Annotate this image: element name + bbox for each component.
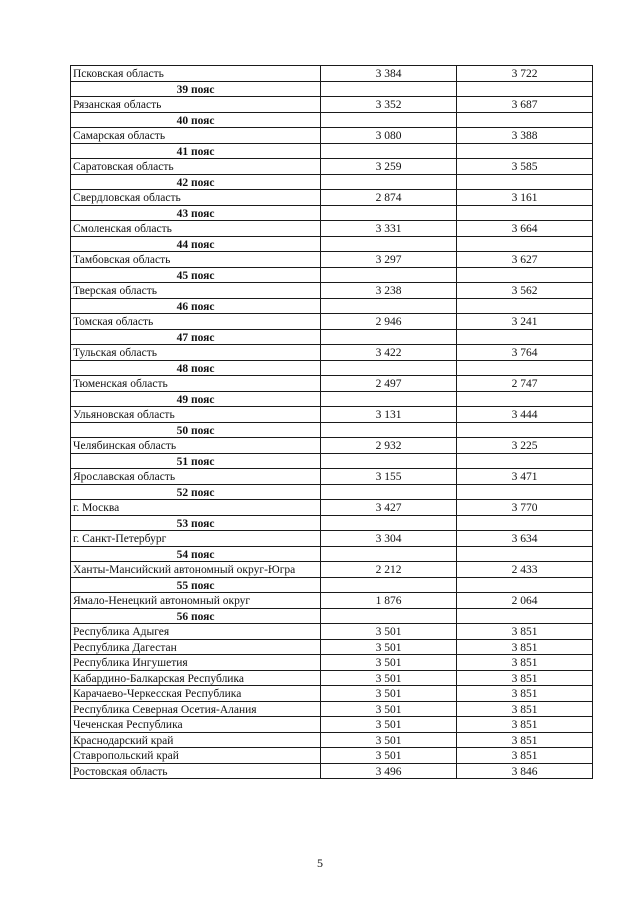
zone-header-row (71, 112, 593, 128)
zone-header-row (71, 267, 593, 283)
value-cell-2: 2 433 (457, 562, 593, 578)
empty-cell (321, 360, 457, 376)
empty-cell (321, 267, 457, 283)
value-cell-2: 3 851 (457, 732, 593, 748)
region-name: г. Санкт-Петербург (71, 531, 321, 547)
value-cell-1: 3 501 (321, 732, 457, 748)
empty-cell (457, 515, 593, 531)
value-cell-1: 2 497 (321, 376, 457, 392)
zone-header-row (71, 484, 593, 500)
table-body (71, 66, 593, 779)
region-row (71, 670, 593, 686)
region-row (71, 562, 593, 578)
zone-header-row (71, 143, 593, 159)
zone-label: 48 пояс (71, 360, 321, 376)
value-cell-1: 3 352 (321, 97, 457, 113)
region-name: Ярославская область (71, 469, 321, 485)
value-cell-2: 3 562 (457, 283, 593, 299)
empty-cell (321, 515, 457, 531)
value-cell-1: 3 427 (321, 500, 457, 516)
region-row (71, 128, 593, 144)
empty-cell (321, 236, 457, 252)
empty-cell (321, 329, 457, 345)
region-name: Карачаево-Черкесская Республика (71, 686, 321, 702)
page-number: 5 (317, 856, 323, 870)
value-cell-1: 3 155 (321, 469, 457, 485)
region-row (71, 376, 593, 392)
empty-cell (321, 484, 457, 500)
empty-cell (457, 205, 593, 221)
zone-header-row (71, 577, 593, 593)
region-row (71, 686, 593, 702)
region-name: Томская область (71, 314, 321, 330)
region-row (71, 407, 593, 423)
zone-label: 52 пояс (71, 484, 321, 500)
region-name: Республика Северная Осетия-Алания (71, 701, 321, 717)
region-row (71, 639, 593, 655)
region-name: Челябинская область (71, 438, 321, 454)
region-row (71, 701, 593, 717)
zone-label: 49 пояс (71, 391, 321, 407)
zone-label: 42 пояс (71, 174, 321, 190)
zone-header-row (71, 329, 593, 345)
region-name: Ставропольский край (71, 748, 321, 764)
value-cell-1: 3 496 (321, 763, 457, 779)
empty-cell (457, 453, 593, 469)
zone-label: 51 пояс (71, 453, 321, 469)
region-name: Псковская область (71, 66, 321, 82)
zone-header-row (71, 236, 593, 252)
region-name: Ханты-Мансийский автономный округ-Югра (71, 562, 321, 578)
value-cell-2: 3 388 (457, 128, 593, 144)
value-cell-1: 3 304 (321, 531, 457, 547)
region-name: Смоленская область (71, 221, 321, 237)
value-cell-2: 3 851 (457, 639, 593, 655)
value-cell-2: 3 851 (457, 624, 593, 640)
zone-label: 56 пояс (71, 608, 321, 624)
zone-label: 46 пояс (71, 298, 321, 314)
zone-label: 47 пояс (71, 329, 321, 345)
region-name: Саратовская область (71, 159, 321, 175)
zone-label: 45 пояс (71, 267, 321, 283)
value-cell-1: 3 501 (321, 624, 457, 640)
value-cell-1: 2 932 (321, 438, 457, 454)
empty-cell (321, 422, 457, 438)
empty-cell (457, 608, 593, 624)
empty-cell (457, 174, 593, 190)
zone-label: 41 пояс (71, 143, 321, 159)
region-cost-table (70, 65, 593, 779)
zone-header-row (71, 391, 593, 407)
region-row (71, 438, 593, 454)
empty-cell (321, 81, 457, 97)
value-cell-2: 3 687 (457, 97, 593, 113)
region-row (71, 66, 593, 82)
value-cell-1: 2 212 (321, 562, 457, 578)
region-row (71, 221, 593, 237)
region-name: Ямало-Ненецкий автономный округ (71, 593, 321, 609)
zone-label: 39 пояс (71, 81, 321, 97)
value-cell-1: 3 238 (321, 283, 457, 299)
region-name: Республика Адыгея (71, 624, 321, 640)
value-cell-1: 3 501 (321, 701, 457, 717)
value-cell-1: 3 384 (321, 66, 457, 82)
region-name: Ульяновская область (71, 407, 321, 423)
zone-header-row (71, 174, 593, 190)
region-name: Краснодарский край (71, 732, 321, 748)
value-cell-2: 3 241 (457, 314, 593, 330)
value-cell-1: 1 876 (321, 593, 457, 609)
empty-cell (457, 360, 593, 376)
region-row (71, 748, 593, 764)
region-name: Республика Дагестан (71, 639, 321, 655)
value-cell-2: 3 851 (457, 717, 593, 733)
empty-cell (457, 577, 593, 593)
value-cell-1: 3 297 (321, 252, 457, 268)
empty-cell (321, 391, 457, 407)
empty-cell (457, 143, 593, 159)
value-cell-1: 3 501 (321, 686, 457, 702)
region-name: Республика Ингушетия (71, 655, 321, 671)
zone-header-row (71, 608, 593, 624)
value-cell-2: 3 664 (457, 221, 593, 237)
value-cell-2: 3 225 (457, 438, 593, 454)
value-cell-2: 2 064 (457, 593, 593, 609)
region-name: Тамбовская область (71, 252, 321, 268)
value-cell-1: 3 501 (321, 717, 457, 733)
zone-header-row (71, 422, 593, 438)
value-cell-1: 2 874 (321, 190, 457, 206)
value-cell-2: 2 747 (457, 376, 593, 392)
region-name: Тверская область (71, 283, 321, 299)
empty-cell (321, 577, 457, 593)
zone-label: 54 пояс (71, 546, 321, 562)
region-name: Кабардино-Балкарская Республика (71, 670, 321, 686)
empty-cell (457, 81, 593, 97)
value-cell-2: 3 161 (457, 190, 593, 206)
empty-cell (321, 205, 457, 221)
region-row (71, 763, 593, 779)
value-cell-2: 3 846 (457, 763, 593, 779)
region-row (71, 717, 593, 733)
value-cell-2: 3 851 (457, 748, 593, 764)
value-cell-1: 3 501 (321, 670, 457, 686)
empty-cell (457, 391, 593, 407)
value-cell-2: 3 764 (457, 345, 593, 361)
region-row (71, 314, 593, 330)
value-cell-1: 3 501 (321, 639, 457, 655)
zone-header-row (71, 81, 593, 97)
region-name: Ростовская область (71, 763, 321, 779)
region-row (71, 500, 593, 516)
value-cell-1: 2 946 (321, 314, 457, 330)
zone-header-row (71, 205, 593, 221)
value-cell-2: 3 444 (457, 407, 593, 423)
empty-cell (457, 422, 593, 438)
empty-cell (321, 298, 457, 314)
region-row (71, 593, 593, 609)
region-row (71, 531, 593, 547)
value-cell-2: 3 851 (457, 686, 593, 702)
zone-label: 40 пояс (71, 112, 321, 128)
empty-cell (457, 298, 593, 314)
empty-cell (321, 143, 457, 159)
region-name: Рязанская область (71, 97, 321, 113)
region-name: Тульская область (71, 345, 321, 361)
value-cell-2: 3 851 (457, 655, 593, 671)
region-row (71, 345, 593, 361)
value-cell-2: 3 722 (457, 66, 593, 82)
empty-cell (321, 608, 457, 624)
value-cell-2: 3 627 (457, 252, 593, 268)
empty-cell (457, 112, 593, 128)
value-cell-1: 3 422 (321, 345, 457, 361)
zone-header-row (71, 546, 593, 562)
region-row (71, 97, 593, 113)
empty-cell (457, 546, 593, 562)
region-name: Тюменская область (71, 376, 321, 392)
value-cell-2: 3 585 (457, 159, 593, 175)
zone-header-row (71, 515, 593, 531)
zone-label: 44 пояс (71, 236, 321, 252)
value-cell-1: 3 501 (321, 655, 457, 671)
zone-label: 55 пояс (71, 577, 321, 593)
empty-cell (321, 546, 457, 562)
value-cell-2: 3 851 (457, 701, 593, 717)
region-row (71, 655, 593, 671)
zone-label: 43 пояс (71, 205, 321, 221)
region-row (71, 624, 593, 640)
region-row (71, 190, 593, 206)
region-name: Самарская область (71, 128, 321, 144)
region-name: Свердловская область (71, 190, 321, 206)
region-name: г. Москва (71, 500, 321, 516)
zone-header-row (71, 453, 593, 469)
zone-label: 50 пояс (71, 422, 321, 438)
empty-cell (321, 112, 457, 128)
empty-cell (457, 484, 593, 500)
value-cell-2: 3 634 (457, 531, 593, 547)
value-cell-2: 3 770 (457, 500, 593, 516)
value-cell-2: 3 851 (457, 670, 593, 686)
empty-cell (321, 174, 457, 190)
value-cell-2: 3 471 (457, 469, 593, 485)
region-row (71, 469, 593, 485)
value-cell-1: 3 080 (321, 128, 457, 144)
value-cell-1: 3 501 (321, 748, 457, 764)
empty-cell (457, 236, 593, 252)
region-name: Чеченская Республика (71, 717, 321, 733)
empty-cell (457, 329, 593, 345)
region-row (71, 283, 593, 299)
region-row (71, 252, 593, 268)
zone-label: 53 пояс (71, 515, 321, 531)
value-cell-1: 3 131 (321, 407, 457, 423)
region-row (71, 732, 593, 748)
value-cell-1: 3 331 (321, 221, 457, 237)
zone-header-row (71, 360, 593, 376)
zone-header-row (71, 298, 593, 314)
empty-cell (457, 267, 593, 283)
empty-cell (321, 453, 457, 469)
region-row (71, 159, 593, 175)
value-cell-1: 3 259 (321, 159, 457, 175)
